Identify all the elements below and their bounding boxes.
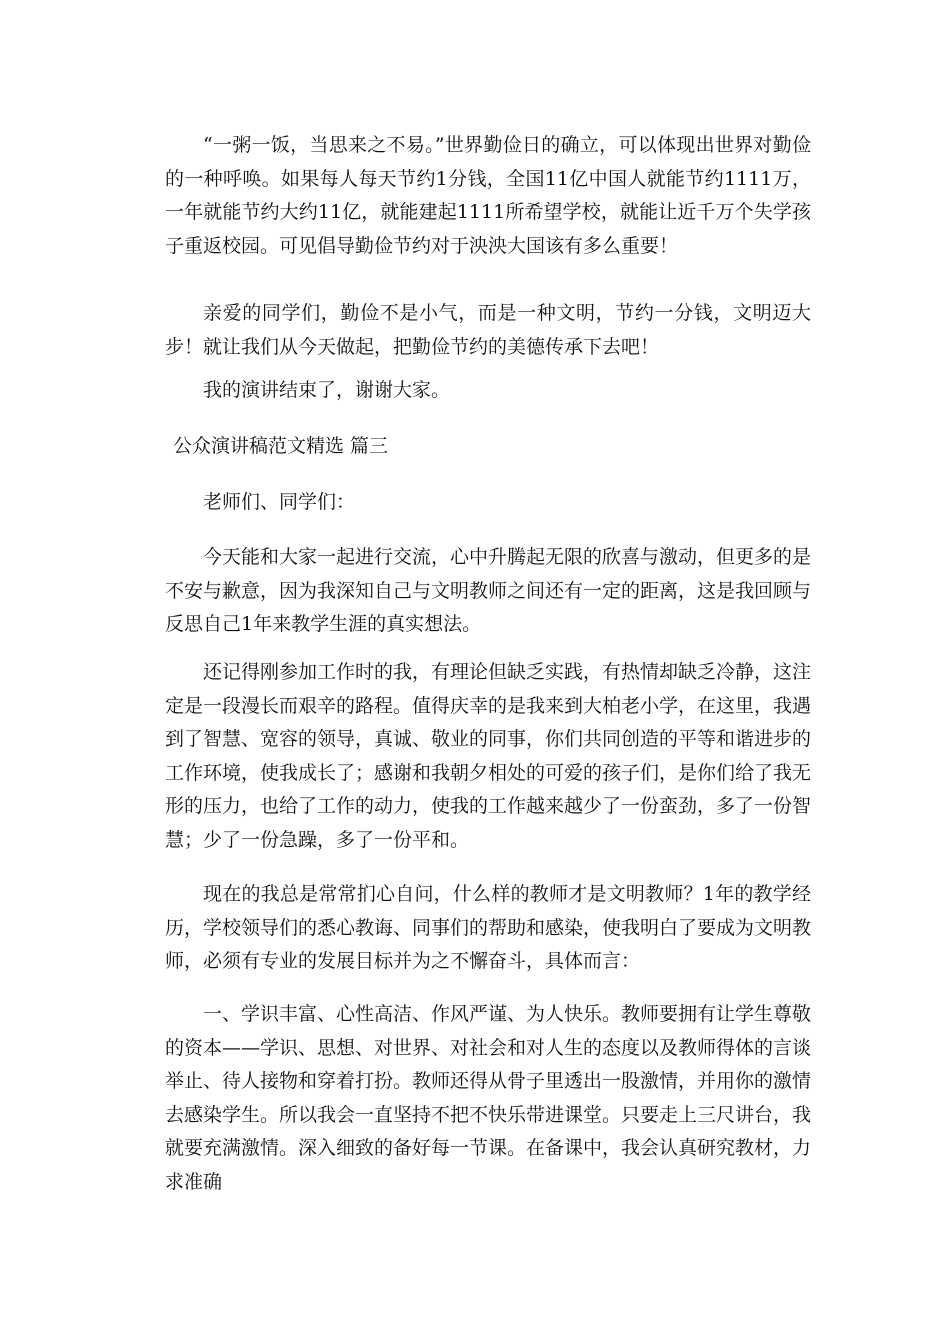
paragraph-intro: 今天能和大家一起进行交流，心中升腾起无限的欣喜与激动，但更多的是不安与歉意，因为我深知自己与文明教师之间还有一定的距离，这是我回顾与反思自己1年来教学生涯的真实想法。 [165,546,812,635]
paragraph-thrift-day: “一粥一饭，当思来之不易。”世界勤俭日的确立，可以体现出世界对勤俭的一种呼唤。如果每人每天节约1分钱，全国11亿中国人就能节约1111万，一年就能节约大约11亿，就能建起1111所希望学校，就能让近千万个失学孩子重返校园。可见倡导勤俭节约对于泱泱大国该有多么重要！ [165,134,811,257]
paragraph-early-career: 还记得刚参加工作时的我，有理论但缺乏实践，有热情却缺乏冷静，这注定是一段漫长而艰辛的路程。值得庆幸的是我来到大柏老小学，在这里，我遇到了智慧、宽容的领导，真诚、敬业的同事，你们共同创造的平等和谐进步的工作环境，使我成长了；感谢和我朝夕相处的可爱的孩子们，是你们给了我无形的压力，也给了工作的动力，使我的工作越来越少了一份蛮劲，多了一份智慧；少了一份急躁，多了一份平和。 [165,661,812,851]
paragraph-self-reflection: 现在的我总是常常扪心自问，什么样的教师才是文明教师？1年的教学经历，学校领导们的悉心教诲、同事们的帮助和感染，使我明白了要成为文明教师，必须有专业的发展目标并为之不懈奋斗，具体而言： [165,883,812,972]
paragraph-salutation: 老师们、同学们： [203,491,356,513]
paragraph-thrift-appeal: 亲爱的同学们，勤俭不是小气，而是一种文明，节约一分钱，文明迈大步！就让我们从今天做起，把勤俭节约的美德传承下去吧！ [165,302,811,358]
paragraph-speech-end: 我的演讲结束了，谢谢大家。 [203,379,451,401]
section-heading: 公众演讲稿范文精选 篇三 [173,435,389,457]
paragraph-goal-one: 一、学识丰富、心性高洁、作风严谨、为人快乐。教师要拥有让学生尊敬的资本——学识、思想、对世界、对社会和对人生的态度以及教师得体的言谈举止、待人接物和穿着打扮。教师还得从骨子里透出一股激情，并用你的激情去感染学生。所以我会一直坚持不把不快乐带进课堂。只要走上三尺讲台，我就要充满激情。深入细致的备好每一节课。在备课中，我会认真研究教材，力求准确 [165,1003,812,1193]
